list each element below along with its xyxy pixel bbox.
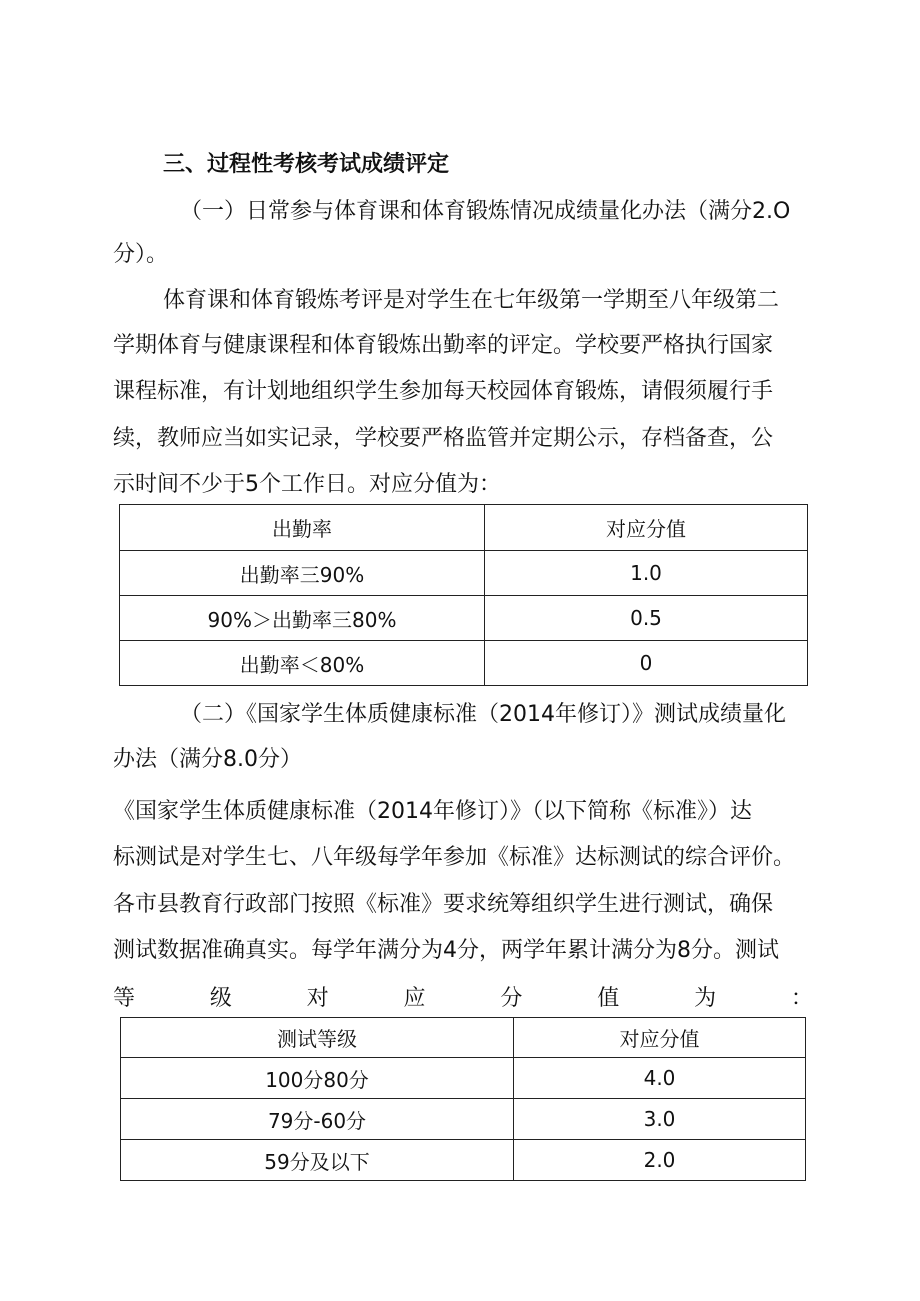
spread-char: 值 (597, 986, 620, 1011)
table-header-row (121, 1018, 806, 1058)
fitness-test-score-table (120, 1017, 806, 1181)
table-cell: 出勤率＜80% (120, 641, 485, 686)
part1-paragraph-line: 续，教师应当如实记录，学校要严格监管并定期公示，存档备查，公 (113, 426, 774, 451)
table-cell: 0 (485, 641, 808, 686)
spread-char: 等 (113, 986, 136, 1011)
table-header-cell: 对应分值 (514, 1018, 806, 1058)
table-cell: 0.5 (485, 596, 808, 641)
part2-paragraph-line: 各市县教育行政部门按照《标准》要求统筹组织学生进行测试，确保 (113, 892, 774, 917)
table-row (121, 1058, 806, 1099)
part2-paragraph-line: 测试数据准确真实。每学年满分为4分，两学年累计满分为8分。测试 (113, 938, 779, 963)
part2-paragraph-line: 《国家学生体质健康标准（2014年修订）》（以下简称《标准》）达 (113, 799, 752, 824)
table-header-cell: 出勤率 (120, 505, 485, 551)
table-cell: 100分80分 (121, 1058, 514, 1099)
section-heading: 三、过程性考核考试成绩评定 (163, 152, 450, 177)
part1-title-line1: （一）日常参与体育课和体育锻炼情况成绩量化办法（满分2.O (180, 199, 791, 224)
table-cell: 2.0 (514, 1140, 806, 1181)
spread-char: 为 (694, 986, 717, 1011)
part1-paragraph-line: 体育课和体育锻炼考评是对学生在七年级第一学期至八年级第二 (163, 288, 780, 313)
table-cell: 1.0 (485, 551, 808, 596)
table-row (120, 596, 808, 641)
part2-title-line1: （二）《国家学生体质健康标准（2014年修订）》测试成绩量化 (180, 702, 786, 727)
spread-char: 应 (403, 986, 426, 1011)
part1-paragraph-line: 示时间不少于5个工作日。对应分值为： (113, 472, 501, 497)
table-row (120, 551, 808, 596)
table-cell: 59分及以下 (121, 1140, 514, 1181)
table-row (120, 641, 808, 686)
part2-paragraph-line: 标测试是对学生七、八年级每学年参加《标准》达标测试的综合评价。 (113, 845, 796, 870)
table-cell: 出勤率三90% (120, 551, 485, 596)
part1-paragraph-line: 学期体育与健康课程和体育锻炼出勤率的评定。学校要严格执行国家 (113, 333, 774, 358)
table-header-row (120, 505, 808, 551)
table-row (121, 1140, 806, 1181)
table-cell: 90%＞出勤率三80% (120, 596, 485, 641)
part2-spread-line (113, 984, 813, 1014)
attendance-score-table (119, 504, 808, 686)
table-header-cell: 对应分值 (485, 505, 808, 551)
table-cell: 4.0 (514, 1058, 806, 1099)
spread-char: ： (790, 986, 813, 1011)
part2-title-line2: 办法（满分8.0分） (113, 747, 302, 772)
spread-char: 分 (500, 986, 523, 1011)
table-header-cell: 测试等级 (121, 1018, 514, 1058)
part1-paragraph-line: 课程标准，有计划地组织学生参加每天校园体育锻炼，请假须履行手 (113, 379, 774, 404)
spread-char: 级 (209, 986, 232, 1011)
table-row (121, 1099, 806, 1140)
table-cell: 3.0 (514, 1099, 806, 1140)
part1-title-line2: 分）。 (113, 242, 169, 267)
table-cell: 79分-60分 (121, 1099, 514, 1140)
spread-char: 对 (306, 986, 329, 1011)
